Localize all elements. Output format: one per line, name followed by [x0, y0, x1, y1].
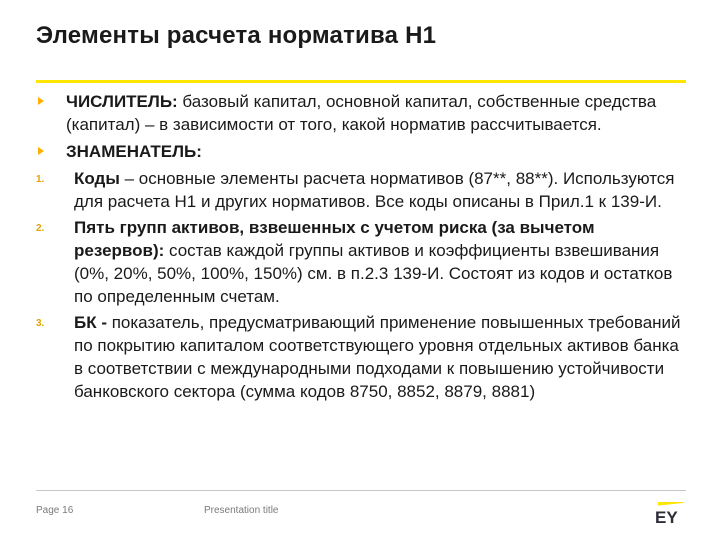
bullet-heading: ЗНАМЕНАТЕЛЬ:: [66, 142, 202, 161]
logo-text: EY: [655, 508, 678, 524]
bullet-text: базовый капитал, основной капитал, собственные средства (капитал) – в зависимости от того, какой норматив рассчитывается.: [66, 92, 657, 134]
slide-body: [36, 90, 686, 406]
numbered-item-asset-groups: [36, 216, 686, 308]
numbered-item-codes: [36, 167, 686, 213]
footer-divider: [36, 490, 686, 491]
item-text: показатель, предусматривающий применение повышенных требований по покрытию капиталом соответствующего уровня отдельных активов банка в соответствии с международными подходами к повышению устойчивости банковского сектора (сумма кодов 8750, 8852, 8879, 8881): [74, 313, 681, 401]
arrow-bullet-icon: [38, 147, 44, 155]
ey-logo: [654, 502, 690, 524]
item-heading: БК -: [74, 313, 107, 332]
bullet-heading: ЧИСЛИТЕЛЬ:: [66, 92, 178, 111]
footer-presentation-title: Presentation title: [204, 505, 279, 516]
bullet-numerator: [36, 90, 686, 136]
item-text: – основные элементы расчета нормативов (87**, 88**). Используются для расчета Н1 и других нормативов. Все коды описаны в Прил.1 к 139-И.: [74, 169, 675, 211]
title-divider: [36, 80, 686, 83]
arrow-bullet-icon: [38, 97, 44, 105]
list-number: 2.: [36, 223, 45, 234]
slide-title: Элементы расчета норматива Н1: [36, 22, 437, 49]
item-text: состав каждой группы активов и коэффициенты взвешивания (0%, 20%, 50%, 100%, 150%) см. в п.2.3 139-И. Состоят из кодов и остатков по определенным счетам.: [74, 241, 673, 306]
list-number: 1.: [36, 174, 45, 185]
numbered-item-bk: [36, 311, 686, 403]
item-heading: Пять групп активов, взвешенных с учетом риска (за вычетом резервов):: [74, 218, 595, 260]
item-heading: Коды: [74, 169, 120, 188]
bullet-denominator: [36, 140, 686, 163]
list-number: 3.: [36, 318, 45, 329]
page-number: Page 16: [36, 505, 74, 516]
